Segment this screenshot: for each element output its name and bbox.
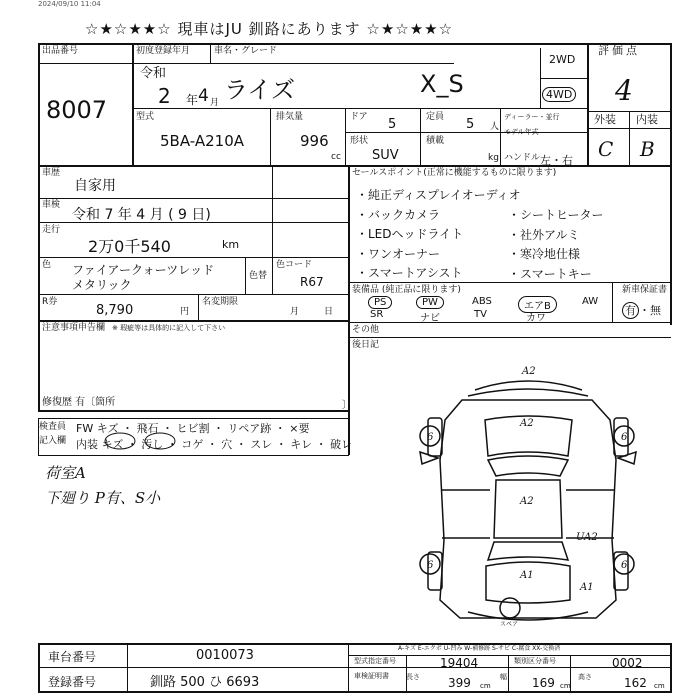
sales-point: ・バックカメラ [356, 207, 441, 222]
repair-history: 修復歴 有〔箇所 [42, 397, 116, 408]
model-year-label: モデル年式 [504, 128, 539, 136]
body-type: SUV [372, 148, 399, 163]
model-code: 5BA-A210A [160, 132, 245, 150]
equipment-pw: PW [416, 296, 444, 309]
tire-fr: 6 [621, 432, 628, 443]
doors-label: ドア [350, 112, 368, 122]
interior-mark-row: 内装 キズ ・ 汚し ・ コゲ ・ 穴 ・ スレ ・ キレ ・ 破レ [76, 438, 353, 451]
score-label: 評価点 [598, 44, 640, 57]
capacity: 5 [466, 117, 475, 132]
equipment-sr: SR [370, 309, 384, 320]
displacement-label: 排気量 [276, 112, 304, 122]
interior-grade: B [640, 137, 655, 161]
height-unit: cm [654, 682, 665, 690]
sales-point: ・ワンオーナー [356, 246, 441, 261]
first-registration-label: 初度登録年月 [136, 46, 191, 56]
type-designation: 19404 [440, 656, 479, 670]
plate-number-label: 登録番号 [48, 675, 97, 689]
damage-roof: A2 [520, 496, 534, 507]
kg-unit: kg [488, 153, 499, 163]
equipment-navi: ナビ [420, 313, 440, 324]
height: 162 [624, 676, 647, 690]
length-unit: cm [480, 682, 491, 690]
exterior-mark-row: FW キズ ・ 飛石 ・ ヒビ割 ・ リペア跡 ・ ×要 [76, 422, 310, 435]
circled-marks [100, 432, 190, 450]
history-label: 車歴 [42, 168, 61, 178]
equipment-leather: カワ [526, 313, 546, 324]
notes-label: 注意事項申告欄 [42, 323, 106, 333]
era-name: 令和 [140, 66, 167, 81]
length: 399 [448, 676, 471, 690]
model-name: ライズ [224, 76, 296, 104]
drive-4wd-circled: 4WD [542, 87, 576, 102]
equipment-tv: TV [474, 309, 487, 320]
car-damage-diagram [400, 360, 655, 640]
sales-point: ・シートヒーター [508, 208, 604, 222]
color-name-line1: ファイアークォーツレッド [72, 263, 215, 277]
lot-number: 8007 [46, 96, 108, 124]
equipment-airbag: エアB [518, 296, 557, 313]
plate-number: 釧路 500 ひ 6693 [150, 675, 260, 690]
sales-points-right [508, 206, 604, 284]
capacity-label: 定員 [426, 112, 445, 122]
category-label: 類別区分番号 [514, 657, 556, 665]
inspector-mark-label: 検査員 [39, 422, 67, 432]
cc-unit: cc [331, 152, 341, 162]
day-label: 日 [324, 307, 334, 317]
width-unit: cm [560, 682, 571, 690]
tire-rl: 6 [427, 560, 434, 571]
width: 169 [532, 676, 555, 690]
legend: A-キズ E-エクボ U-凹み W-補修跡 S-サビ C-腐食 XX-交換済 [398, 645, 561, 652]
year-unit: 年 [186, 93, 199, 107]
header-title: ☆★☆★★☆ 現車はJU 釧路にあります ☆★☆★★☆ [85, 20, 454, 38]
tire-fl: 6 [427, 432, 434, 443]
type-designation-label: 型式指定番号 [354, 657, 396, 665]
sales-points-left [356, 186, 521, 284]
mileage-unit: km [222, 238, 240, 251]
dealer-label: ディーラー・並行 [504, 113, 560, 121]
equipment-aw: AW [582, 296, 599, 307]
sales-point: ・スマートキー [508, 266, 592, 281]
equipment-grid [360, 296, 610, 324]
sales-points-label: セールスポイント(正常に機能するものに限ります) [352, 168, 557, 178]
doors: 5 [388, 117, 397, 132]
load-capacity-label: 積載 [426, 136, 445, 146]
sales-point: ・スマートアシスト [356, 266, 463, 280]
exterior-grade: C [598, 137, 614, 161]
warranty-yes: 有 [622, 302, 639, 319]
length-label: 長さ [406, 673, 420, 681]
tire-rr: 6 [621, 560, 628, 571]
sales-point: ・LEDヘッドライト [356, 227, 464, 241]
drive-2wd: 2WD [549, 53, 576, 66]
chassis-number-label: 車台番号 [48, 650, 97, 664]
lot-number-label: 出品番号 [42, 46, 79, 56]
category: 0002 [612, 656, 643, 670]
color-name-line2: メタリック [72, 278, 132, 292]
print-timestamp: 2024/09/10 11:04 [38, 0, 101, 8]
sales-point: ・社外アルミ [508, 227, 580, 242]
damage-rear-right: UA2 [576, 532, 598, 543]
registration-month: 4 [198, 86, 209, 106]
entry-column-label: 記入欄 [39, 436, 67, 446]
color-label: 色 [42, 260, 52, 270]
repair-bracket-close: 〕 [342, 400, 352, 411]
interior-label: 内装 [636, 113, 658, 126]
other-label: その他 [352, 325, 380, 335]
after-date-label: 後日記 [352, 340, 380, 350]
warranty-no: ・無 [639, 304, 661, 317]
chassis-number: 0010073 [196, 648, 254, 663]
dimensions-label: 車検証明書 [354, 672, 389, 680]
damage-front-bumper: A2 [522, 366, 536, 377]
inspection-label: 車検 [42, 200, 61, 210]
damage-rear-quarter: A1 [580, 582, 594, 593]
model-code-label: 型式 [136, 112, 155, 122]
recycle-fee-label: R券 [42, 297, 58, 307]
equipment-ps: PS [368, 296, 392, 309]
name-change-deadline-label: 名変期限 [202, 297, 239, 307]
sales-point: ・純正ディスプレイオーディオ [356, 188, 521, 202]
spare-label: スペア [500, 621, 519, 628]
damage-trunk: A1 [520, 570, 534, 581]
color-code-label: 色コード [276, 260, 313, 270]
model-name-label: 車名・グレード [214, 46, 278, 56]
displacement: 996 [300, 132, 329, 150]
inspection-value: 令和 7 年 4 月 ( 9 日) [72, 207, 211, 223]
sales-point: ・寒冷地仕様 [508, 247, 581, 261]
warranty-label: 新車保証書 [622, 285, 668, 295]
repaint-label: 色替 [249, 271, 268, 281]
exterior-label: 外装 [594, 113, 616, 126]
registration-year: 2 [158, 84, 171, 108]
yen-unit: 円 [180, 307, 190, 317]
handwritten-note-2: 下廻り P有、S小 [45, 489, 161, 507]
person-unit: 人 [490, 122, 500, 132]
grade: X_S [420, 70, 464, 98]
handwritten-note-1: 荷室A [45, 464, 86, 482]
month-label: 月 [290, 307, 300, 317]
height-label: 高さ [578, 673, 592, 681]
notes-hint: ※ 瑕疵等は具体的に記入して下さい [112, 324, 226, 332]
history-value: 自家用 [74, 178, 116, 194]
equipment-label: 装備品 (純正品に限ります) [352, 285, 461, 295]
mileage-value: 2万0千540 [88, 237, 171, 256]
steering-label: ハンドル [504, 153, 541, 163]
score-value: 4 [615, 74, 633, 107]
recycle-fee: 8,790 [96, 303, 134, 318]
mileage-label: 走行 [42, 225, 61, 235]
body-type-label: 形状 [350, 136, 369, 146]
color-code: R67 [300, 275, 324, 289]
steering: 左・右 [540, 154, 573, 167]
equipment-abs: ABS [472, 296, 492, 307]
damage-hood: A2 [520, 418, 534, 429]
month-unit: 月 [210, 98, 220, 108]
width-label: 幅 [500, 673, 507, 681]
